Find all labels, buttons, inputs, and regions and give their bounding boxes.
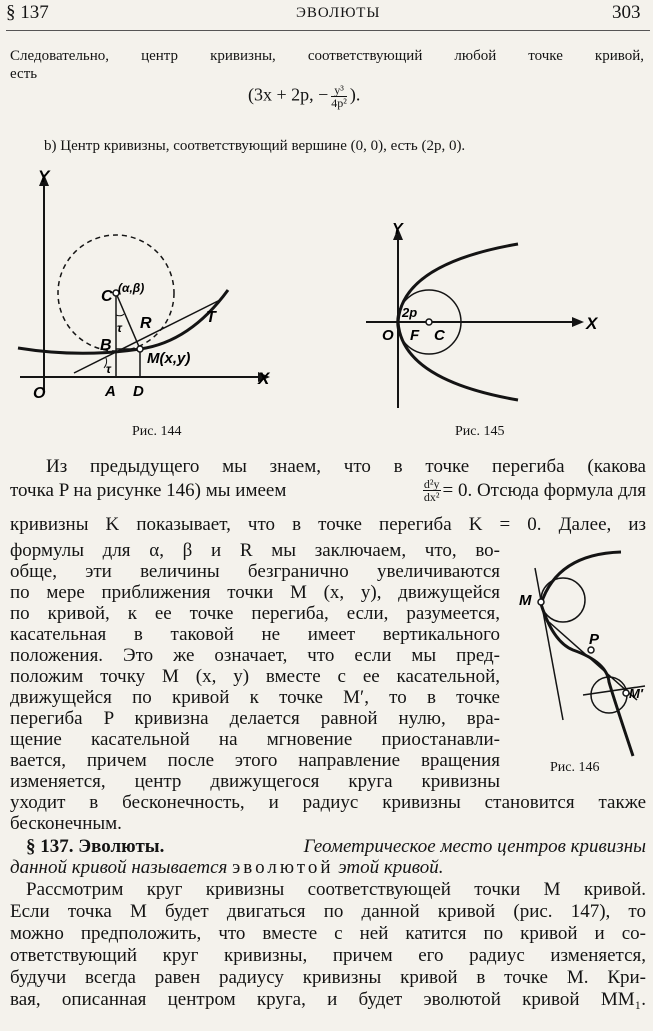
section-definition: Геометрическое место центров кривизны xyxy=(303,836,646,857)
figure-146 xyxy=(505,550,650,760)
fraction-numerator: d²y xyxy=(423,477,440,491)
label-alpha-beta: (α,β) xyxy=(118,281,145,295)
text-line: будучи всегда равен радиусу кривизны кривой в точке M. Кри- xyxy=(10,967,646,988)
text-line: Из предыдущего мы знаем, что в точке перегиба (какова xyxy=(46,456,646,477)
label-a: A xyxy=(105,383,116,400)
text-line: есть xyxy=(10,66,38,82)
text-line: положения. Это же означает, что если мы пред- xyxy=(10,645,500,666)
label-c: C xyxy=(434,327,445,344)
angle-arc xyxy=(116,314,124,316)
label-y: Y xyxy=(392,221,403,238)
text-line: кривизны K показывает, что в точке перегиба K = 0. Далее, из xyxy=(10,514,646,535)
section-number: § 137 xyxy=(6,2,49,23)
formula-numerator: y³ xyxy=(331,84,347,97)
label-d: D xyxy=(133,383,144,400)
text-part: = 0. Отсюда формула для xyxy=(442,479,646,501)
text-line: по мере приближения точки M (x, y), движущейся xyxy=(10,582,500,603)
label-m: M xyxy=(519,592,532,609)
point-m xyxy=(137,346,143,352)
running-title: ЭВОЛЮТЫ xyxy=(296,5,381,21)
definition-text: данной кривой называется xyxy=(10,857,228,878)
section-heading xyxy=(26,836,646,858)
section-definition-line xyxy=(10,857,443,879)
page-number: 303 xyxy=(612,2,641,23)
text-line: Рассмотрим круг кривизны соответствующей точки M кривой. xyxy=(26,879,646,900)
label-p: P xyxy=(589,631,600,648)
text-line: касательная в таковой не имеет вертикального xyxy=(10,624,500,645)
fraction-denominator: dx² xyxy=(423,490,440,504)
label-m: M(x,y) xyxy=(147,350,191,367)
text-line: изменяется, центр движущегося круга кривизны xyxy=(10,771,500,792)
text-line: бесконечным. xyxy=(10,813,122,834)
point-c xyxy=(426,319,432,325)
x-axis-arrow xyxy=(572,317,584,327)
text-line: щение касательной на мгновение приостанавли- xyxy=(10,729,500,750)
label-c: C xyxy=(101,288,113,305)
label-m1: M′ xyxy=(629,686,643,701)
text-line-with-fraction xyxy=(10,478,646,503)
text-line: вается, причем после этого направление вращения xyxy=(10,750,500,771)
label-o: O xyxy=(382,327,394,344)
label-x: X xyxy=(258,369,270,388)
definition-text: этой кривой. xyxy=(338,857,444,878)
text-line: вая, описанная центром круга, и будет эволютой кривой MM₁. xyxy=(10,989,646,1010)
curvature-circle-m xyxy=(541,578,585,622)
label-f: F xyxy=(410,327,420,344)
defined-term: эволютой xyxy=(232,857,334,878)
label-t: T xyxy=(206,309,216,326)
text-line: Если точка M будет двигаться по данной кривой (рис. 147), то xyxy=(10,901,646,922)
label-b: B xyxy=(100,337,112,354)
curve xyxy=(18,290,228,353)
formula-denominator: 4p² xyxy=(331,96,347,110)
text-line: уходит в бесконечность, и радиус кривизны становится также xyxy=(10,792,646,813)
figure-146-caption: Рис. 146 xyxy=(550,760,600,775)
figure-144-caption: Рис. 144 xyxy=(132,424,182,439)
formula-right: ). xyxy=(349,84,361,105)
text-line: движущейся по кривой к точке M′, то в точке xyxy=(10,687,500,708)
text-line: Следовательно, центр кривизны, соответствующий любой точке кривой, xyxy=(10,48,644,64)
text-line: перегиба P кривизна делается равной нулю, вра- xyxy=(10,708,500,729)
text-part: точка P на рисунке 146) мы имеем xyxy=(10,479,287,501)
label-tau: τ xyxy=(117,321,122,335)
label-tau-2: τ xyxy=(106,362,111,376)
formula-left: (3x + 2p, − xyxy=(248,84,329,105)
tangent-m xyxy=(535,568,563,720)
label-y: Y xyxy=(38,167,50,186)
inflection-curve xyxy=(541,552,633,756)
header-rule xyxy=(6,30,650,31)
figure-145-caption: Рис. 145 xyxy=(455,424,505,439)
label-2p: 2p xyxy=(402,305,418,320)
text-line: ответствующий круг кривизны, причем его радиус изменяется, xyxy=(10,945,646,966)
section-title: § 137. Эволюты. xyxy=(26,836,165,857)
text-line: положим точку M (x, y) вместе с ее касательной, xyxy=(10,666,500,687)
figure-145 xyxy=(340,212,620,412)
text-line-b: b) Центр кривизны, соответствующий вершине (0, 0), есть (2p, 0). xyxy=(44,138,466,154)
point-m xyxy=(538,599,544,605)
text-line: можно предположить, что вместе с ней катится по кривой и со- xyxy=(10,923,646,944)
label-o: O xyxy=(33,385,46,402)
label-x: X xyxy=(586,314,598,333)
text-line: по кривой, к ее точке перегиба, если, разумеется, xyxy=(10,603,500,624)
text-line: формулы для α, β и R мы заключаем, что, во- xyxy=(10,540,500,561)
label-r: R xyxy=(140,315,152,332)
figure-144 xyxy=(0,160,300,420)
text-line: обще, эти величины безгранично увеличиваются xyxy=(10,561,500,582)
formula xyxy=(248,84,360,109)
